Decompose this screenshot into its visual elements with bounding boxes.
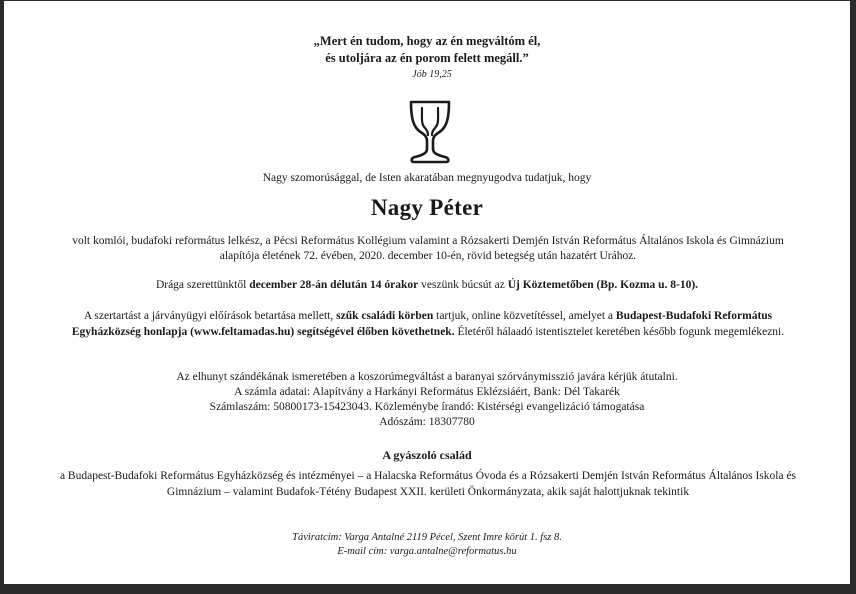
quote-reference: Jób 19,25	[412, 69, 452, 80]
bible-quote	[4, 33, 850, 67]
family-text: a Budapest-Budafoki Református Egyházközség és intézményei – a Halacska Református Óvoda és a Rózsakerti Demjén István Református Általános Iskola és Gimnázium – valamint Budafok-Tétény Budapest XXII. kerületi Önkormányzata, akik saját halottjuknak tekintik	[59, 470, 797, 498]
donation-line-1: Az elhunyt szándékának ismeretében a koszorúmegváltást a baranyai szórványmisszió javára kérjük átutalni.	[176, 371, 678, 383]
ceremony-text-1: A szertartást a járványügyi előírások betartása mellett,	[83, 310, 337, 322]
donation-line-2: A számla adatai: Alapítvány a Harkányi Református Eklézsiáért, Bank: Dél Takarék	[234, 386, 620, 398]
funeral-location: Új Köztemetőben (Bp. Kozma u. 8-10).	[507, 279, 699, 291]
email-address: E-mail cím: varga.antalne@reformatus.hu	[337, 546, 517, 557]
funeral-date: december 28-án délután 14 órakor	[249, 279, 419, 291]
contact-info	[4, 531, 850, 559]
ceremony-text-3: Életéről hálaadó istentisztelet keretében később fogunk megemlékezni.	[454, 325, 785, 338]
quote-line-1: „Mert én tudom, hogy az én megváltóm él,	[313, 34, 541, 48]
donation-line-4: Adószám: 18307780	[379, 416, 475, 428]
donation-info	[4, 370, 850, 430]
intro-text: Nagy szomorúsággal, de Isten akaratában megnyugodva tudatjuk, hogy	[262, 172, 592, 184]
biography-text: volt komlói, budafoki református lelkész, a Pécsi Református Kollégium valamint a Rózsakerti Demjén István Református Általános Iskola és Gimnázium alapítója életének 72. évében, 2020. december 10-én, rövid betegség után hazatért Urához.	[72, 235, 784, 262]
telegram-address: Táviratcím: Varga Antalné 2119 Pécel, Szent Imre körút 1. fsz 8.	[292, 532, 562, 543]
quote-line-2: és utoljára az én porom felett megáll.”	[325, 51, 529, 65]
donation-line-3: Számlaszám: 50800173-15423043. Közleménybe írandó: Kistérségi evangelizáció támogatása	[209, 401, 645, 413]
funeral-info	[4, 279, 850, 291]
ceremony-bold-2: Budapest-Budafoki Református Egyházközség honlapja (www.feltamadas.hu) segítségével élőben követhetnek.	[71, 310, 773, 338]
ceremony-info	[52, 309, 804, 340]
funeral-text-1: Drága szerettünktől	[155, 279, 250, 291]
ceremony-text-2: tartjuk, online közvetítéssel, amelyet a	[433, 310, 616, 322]
ceremony-bold-1: szűk családi körben	[336, 310, 434, 322]
chalice-icon	[407, 100, 453, 164]
deceased-name: Nagy Péter	[370, 195, 484, 220]
funeral-text-2: veszünk búcsút az	[418, 279, 508, 291]
family-title: A gyászoló család	[382, 448, 472, 462]
